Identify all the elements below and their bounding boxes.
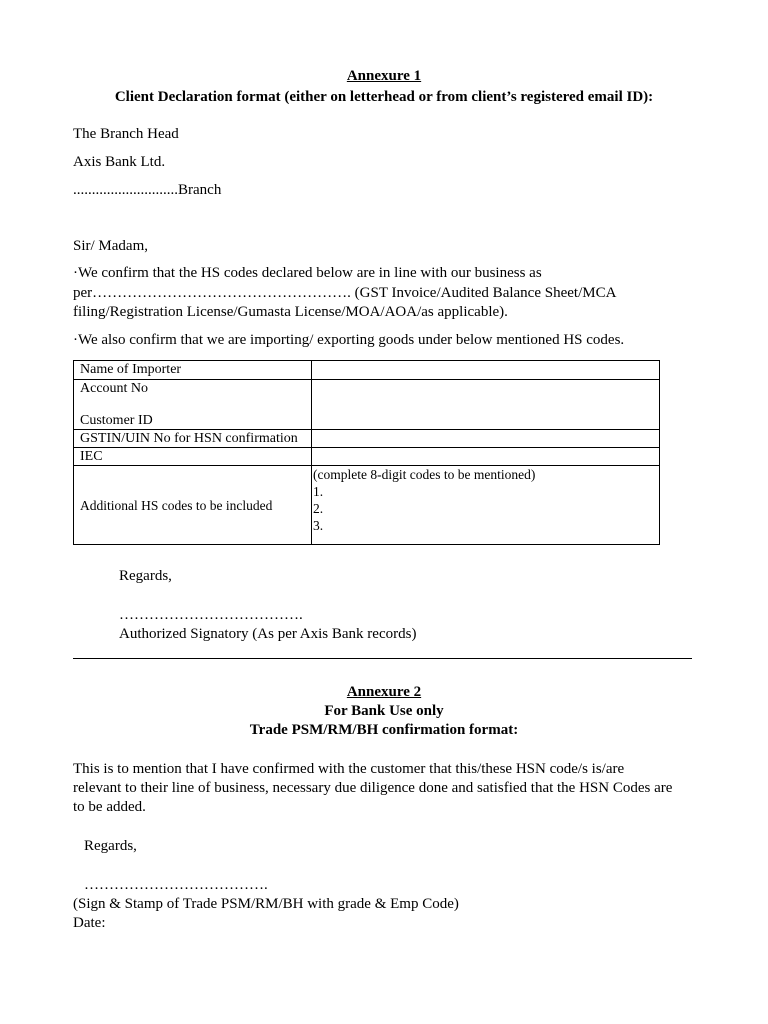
confirmation-para-line-2: per……………………………………………. (GST Invoice/Audited Balance Sheet/MCA <box>73 285 617 301</box>
additional-hs-codes-field <box>312 466 660 545</box>
confirmation-para-line-1: ·We confirm that the HS codes declared below are in line with our business as <box>73 265 542 281</box>
authorized-signatory: Authorized Signatory (As per Axis Bank records) <box>119 626 417 642</box>
gstin-label: GSTIN/UIN No for HSN confirmation <box>74 430 312 448</box>
annexure-2-regards: Regards, <box>84 838 137 854</box>
address-line-branch-head: The Branch Head <box>73 126 179 142</box>
trade-confirmation-heading: Trade PSM/RM/BH confirmation format: <box>249 722 519 738</box>
hs-code-item-2: 2. <box>313 501 324 516</box>
customer-id-label: Customer ID <box>80 413 153 428</box>
confirmation-para-line-3: filing/Registration License/Gumasta License/MOA/AOA/as applicable). <box>73 304 508 320</box>
hs-code-item-1: 1. <box>313 484 324 499</box>
section-divider <box>73 658 692 659</box>
address-line-bank: Axis Bank Ltd. <box>73 154 166 170</box>
annexure-1-heading: Annexure 1 <box>346 68 422 84</box>
annexure-1-signature-line: ………………………………. <box>119 607 303 623</box>
iec-label: IEC <box>74 448 312 466</box>
table-row <box>74 448 660 466</box>
client-details-table <box>73 360 660 545</box>
annexure-1-regards: Regards, <box>119 568 172 584</box>
confirmation-body-line-1: This is to mention that I have confirmed with the customer that this/these HSN code/s is/are <box>73 761 625 777</box>
hs-codes-note: (complete 8-digit codes to be mentioned) <box>313 467 536 482</box>
sign-stamp-note: (Sign & Stamp of Trade PSM/RM/BH with grade & Emp Code) <box>73 896 459 912</box>
account-no-label: Account No <box>80 381 149 396</box>
table-row <box>74 466 660 545</box>
account-customer-field <box>312 380 660 430</box>
import-export-para: ·We also confirm that we are importing/ exporting goods under below mentioned HS codes. <box>73 332 625 348</box>
date-label: Date: <box>73 915 106 931</box>
name-of-importer-field <box>312 361 660 380</box>
confirmation-body-line-3: to be added. <box>73 799 146 815</box>
table-row <box>74 380 660 430</box>
name-of-importer-label: Name of Importer <box>74 361 312 380</box>
account-customer-label-cell <box>74 380 312 430</box>
annexure-2-heading: Annexure 2 <box>346 684 422 700</box>
additional-hs-codes-label: Additional HS codes to be included <box>74 466 312 545</box>
iec-field <box>312 448 660 466</box>
confirmation-body-line-2: relevant to their line of business, necessary due diligence done and satisfied that the HSN Codes are <box>73 780 673 796</box>
table-row <box>74 430 660 448</box>
table-row <box>74 361 660 380</box>
salutation: Sir/ Madam, <box>73 238 148 254</box>
annexure-1-subheading: Client Declaration format (either on letterhead or from client’s registered email ID): <box>114 89 654 105</box>
annexure-2-signature-line: ………………………………. <box>84 877 268 893</box>
address-line-branch: ............................Branch <box>73 182 222 198</box>
bank-use-only-heading: For Bank Use only <box>324 703 444 719</box>
gstin-field <box>312 430 660 448</box>
hs-code-item-3: 3. <box>313 518 324 533</box>
